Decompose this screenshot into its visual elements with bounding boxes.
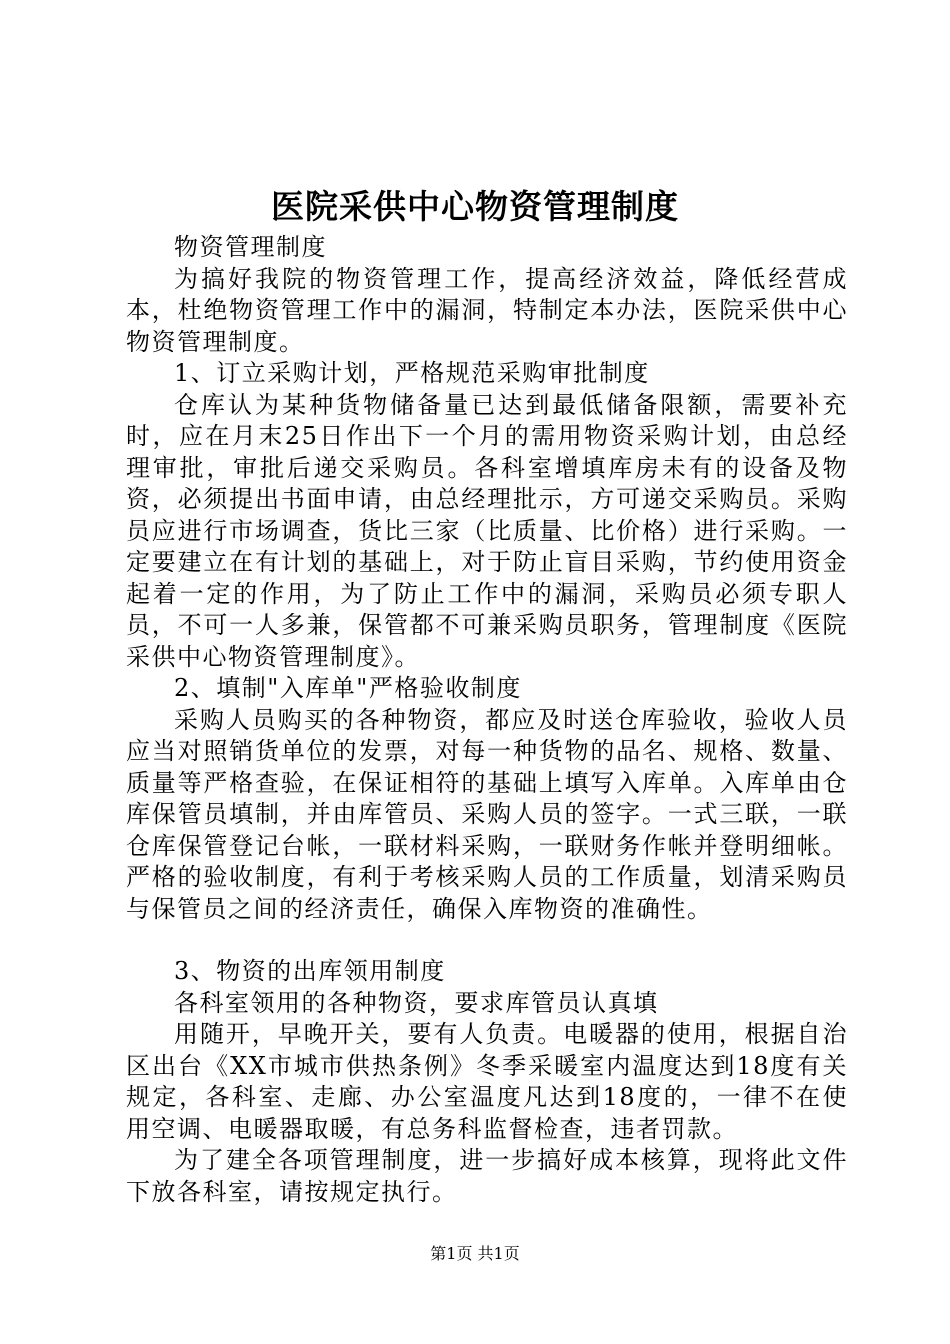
- page-footer: 第1页 共1页: [430, 1244, 520, 1263]
- paragraph-section-2: 采购人员购买的各种物资，都应及时送仓库验收，验收人员应当对照销货单位的发票，对每一种货物的品名、规格、数量、质量等严格查验，在保证相符的基础上填写入库单。入库单由仓库保管员填制，并由库管员、采购人员的签字。一式三联，一联仓库保管登记台帐，一联材料采购，一联财务作帐并登明细帐。严格的验收制度，有利于考核采购人员的工作质量，划清采购员与保管员之间的经济责任，确保入库物资的准确性。: [126, 705, 848, 923]
- section-heading-2: 2、填制"入库单"严格验收制度: [174, 674, 522, 702]
- paragraph-heading: 物资管理制度: [174, 233, 327, 261]
- paragraph-heating: 用随开，早晚开关，要有人负责。电暖器的使用，根据自治区出台《XX市城市供热条例》冬季采暖室内温度达到18度有关规定，各科室、走廊、办公室温度凡达到18度的，一律不在使用空调、电暖器取暖，有总务科监督检查，违者罚款。: [126, 1020, 848, 1143]
- paragraph-section-3: 各科室领用的各种物资，要求库管员认真填: [174, 988, 659, 1017]
- document-body: [126, 232, 848, 1208]
- document-title: 医院采供中心物资管理制度: [271, 187, 679, 226]
- section-heading-3: 3、物资的出库领用制度: [174, 957, 446, 985]
- section-heading-1: 1、订立采购计划，严格规范采购审批制度: [174, 359, 650, 387]
- paragraph-intro: 为搞好我院的物资管理工作，提高经济效益，降低经营成本，杜绝物资管理工作中的漏洞，特制定本办法，医院采供中心物资管理制度。: [126, 264, 848, 356]
- paragraph-section-1: 仓库认为某种货物储备量已达到最低储备限额，需要补充时，应在月末25日作出下一个月的需用物资采购计划，由总经理审批，审批后递交采购员。各科室增填库房未有的设备及物资，必须提出书面申请，由总经理批示，方可递交采购员。采购员应进行市场调查，货比三家（比质量、比价格）进行采购。一定要建立在有计划的基础上，对于防止盲目采购，节约使用资金起着一定的作用，为了防止工作中的漏洞，采购员必须专职人员，不可一人多兼，保管都不可兼采购员职务，管理制度《医院采供中心物资管理制度》。: [126, 390, 848, 671]
- paragraph-closing: 为了建全各项管理制度，进一步搞好成本核算，现将此文件下放各科室，请按规定执行。: [126, 1146, 848, 1206]
